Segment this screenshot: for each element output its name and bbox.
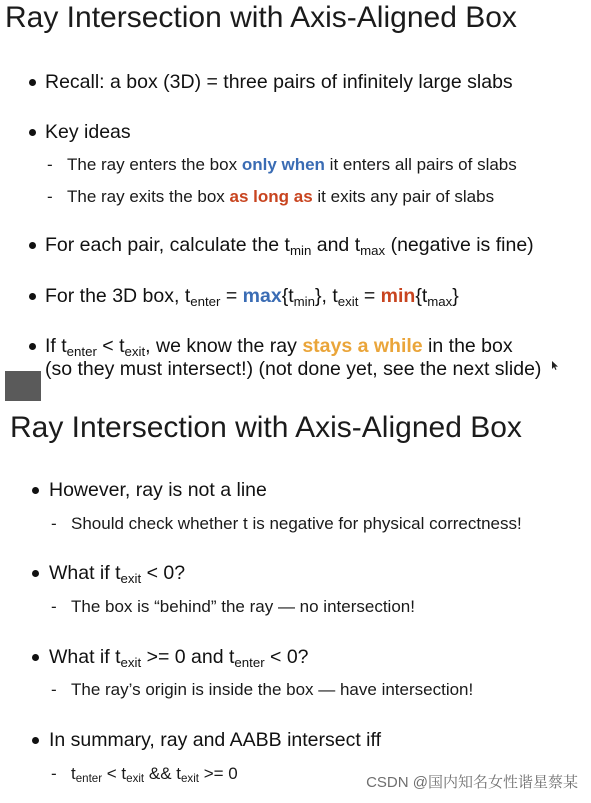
sub-bullet-dash: - [47, 187, 53, 206]
box3d-text: = [220, 285, 243, 307]
bullet-3d-box [45, 283, 459, 311]
sub-bullet-dash: - [51, 764, 57, 783]
exits-text-post: it exits any pair of slabs [312, 187, 495, 206]
sub-bullet-behind: The box is “behind” the ray — no intersection! [71, 597, 415, 616]
subscript-min: min [289, 242, 312, 258]
stays-text: , we know the ray [145, 335, 303, 357]
exit-enter-text: >= 0 and t [141, 646, 235, 668]
exit-enter-text: < 0? [264, 646, 309, 668]
subscript-max: max [427, 293, 453, 309]
subscript-min: min [293, 293, 315, 309]
subscript-enter: enter [234, 654, 265, 670]
subscript-enter: enter [190, 293, 221, 309]
sub-bullet-check-negative: Should check whether t is negative for physical correctness! [71, 514, 522, 533]
exits-text-pre: The ray exits the box [67, 187, 230, 206]
bullet-dot [32, 487, 39, 494]
bullet-key-ideas: Key ideas [45, 121, 131, 143]
subscript-exit: exit [337, 293, 359, 309]
sub-bullet-enters [67, 153, 517, 177]
bullet-dot [29, 293, 36, 300]
bullet-stays-line-2: (so they must intersect!) (not done yet, see the next slide) [45, 358, 542, 380]
enters-text-post: it enters all pairs of slabs [324, 155, 517, 174]
stays-highlight: stays a while [302, 335, 423, 357]
bullet-recall: Recall: a box (3D) = three pairs of infinitely large slabs [45, 71, 513, 93]
condition-text: < t [102, 764, 127, 783]
sub-bullet-dash: - [51, 680, 57, 699]
subscript-exit: exit [120, 570, 142, 586]
watermark-text: CSDN @国内知名女性谐星蔡某 [366, 774, 578, 791]
sub-bullet-dash: - [47, 155, 53, 174]
subscript-exit: exit [126, 773, 145, 786]
box3d-text: For the 3D box, t [45, 285, 191, 307]
bullet-dot [29, 129, 36, 136]
stays-text: < t [96, 335, 125, 357]
condition-text: >= 0 [198, 764, 238, 783]
slide-2-title: Ray Intersection with Axis-Aligned Box [10, 411, 522, 444]
each-pair-text: (negative is fine) [385, 234, 534, 256]
sub-bullet-condition [71, 762, 238, 788]
enters-text-pre: The ray enters the box [67, 155, 242, 174]
sub-bullet-exits [67, 185, 494, 209]
box3d-text: } [452, 285, 459, 307]
bullet-exit-enter [49, 644, 309, 672]
slide-1-title: Ray Intersection with Axis-Aligned Box [5, 1, 517, 34]
exit-enter-text: What if t [49, 646, 121, 668]
exits-highlight: as long as [229, 187, 313, 206]
condition-text: && t [144, 764, 181, 783]
slide-1 [0, 0, 591, 401]
bullet-dot [32, 570, 39, 577]
box3d-text: {t [415, 285, 428, 307]
subscript-max: max [360, 242, 386, 258]
bullet-dot [32, 654, 39, 661]
max-highlight: max [242, 285, 282, 307]
box3d-text: {t [281, 285, 294, 307]
each-pair-text: For each pair, calculate the t [45, 234, 290, 256]
mouse-cursor-icon [552, 361, 558, 370]
sub-bullet-dash: - [51, 597, 57, 616]
subscript-exit: exit [120, 654, 142, 670]
bullet-dot [32, 737, 39, 744]
exit-negative-text: < 0? [141, 562, 186, 584]
box3d-text: }, t [315, 285, 338, 307]
subscript-exit: exit [181, 773, 199, 786]
bullet-dot [29, 79, 36, 86]
box3d-text: = [358, 285, 381, 307]
bullet-each-pair [45, 232, 534, 260]
bullet-dot [29, 343, 36, 350]
video-thumbnail [5, 371, 41, 401]
exit-negative-text: What if t [49, 562, 121, 584]
sub-bullet-dash: - [51, 514, 57, 533]
bullet-dot [29, 242, 36, 249]
slide-2 [0, 401, 591, 803]
each-pair-text: and t [311, 234, 361, 256]
subscript-exit: exit [124, 343, 146, 359]
condition-text: t [71, 764, 76, 783]
stays-text: in the box [422, 335, 513, 357]
sub-bullet-inside: The ray’s origin is inside the box — have intersection! [71, 680, 474, 699]
bullet-exit-negative [49, 560, 185, 588]
min-highlight: min [380, 285, 416, 307]
enters-highlight: only when [241, 155, 325, 174]
bullet-summary: In summary, ray and AABB intersect iff [49, 729, 381, 751]
bullet-not-a-line: However, ray is not a line [49, 479, 267, 501]
subscript-enter: enter [75, 773, 103, 786]
subscript-enter: enter [66, 343, 97, 359]
stays-text: If t [45, 335, 67, 357]
